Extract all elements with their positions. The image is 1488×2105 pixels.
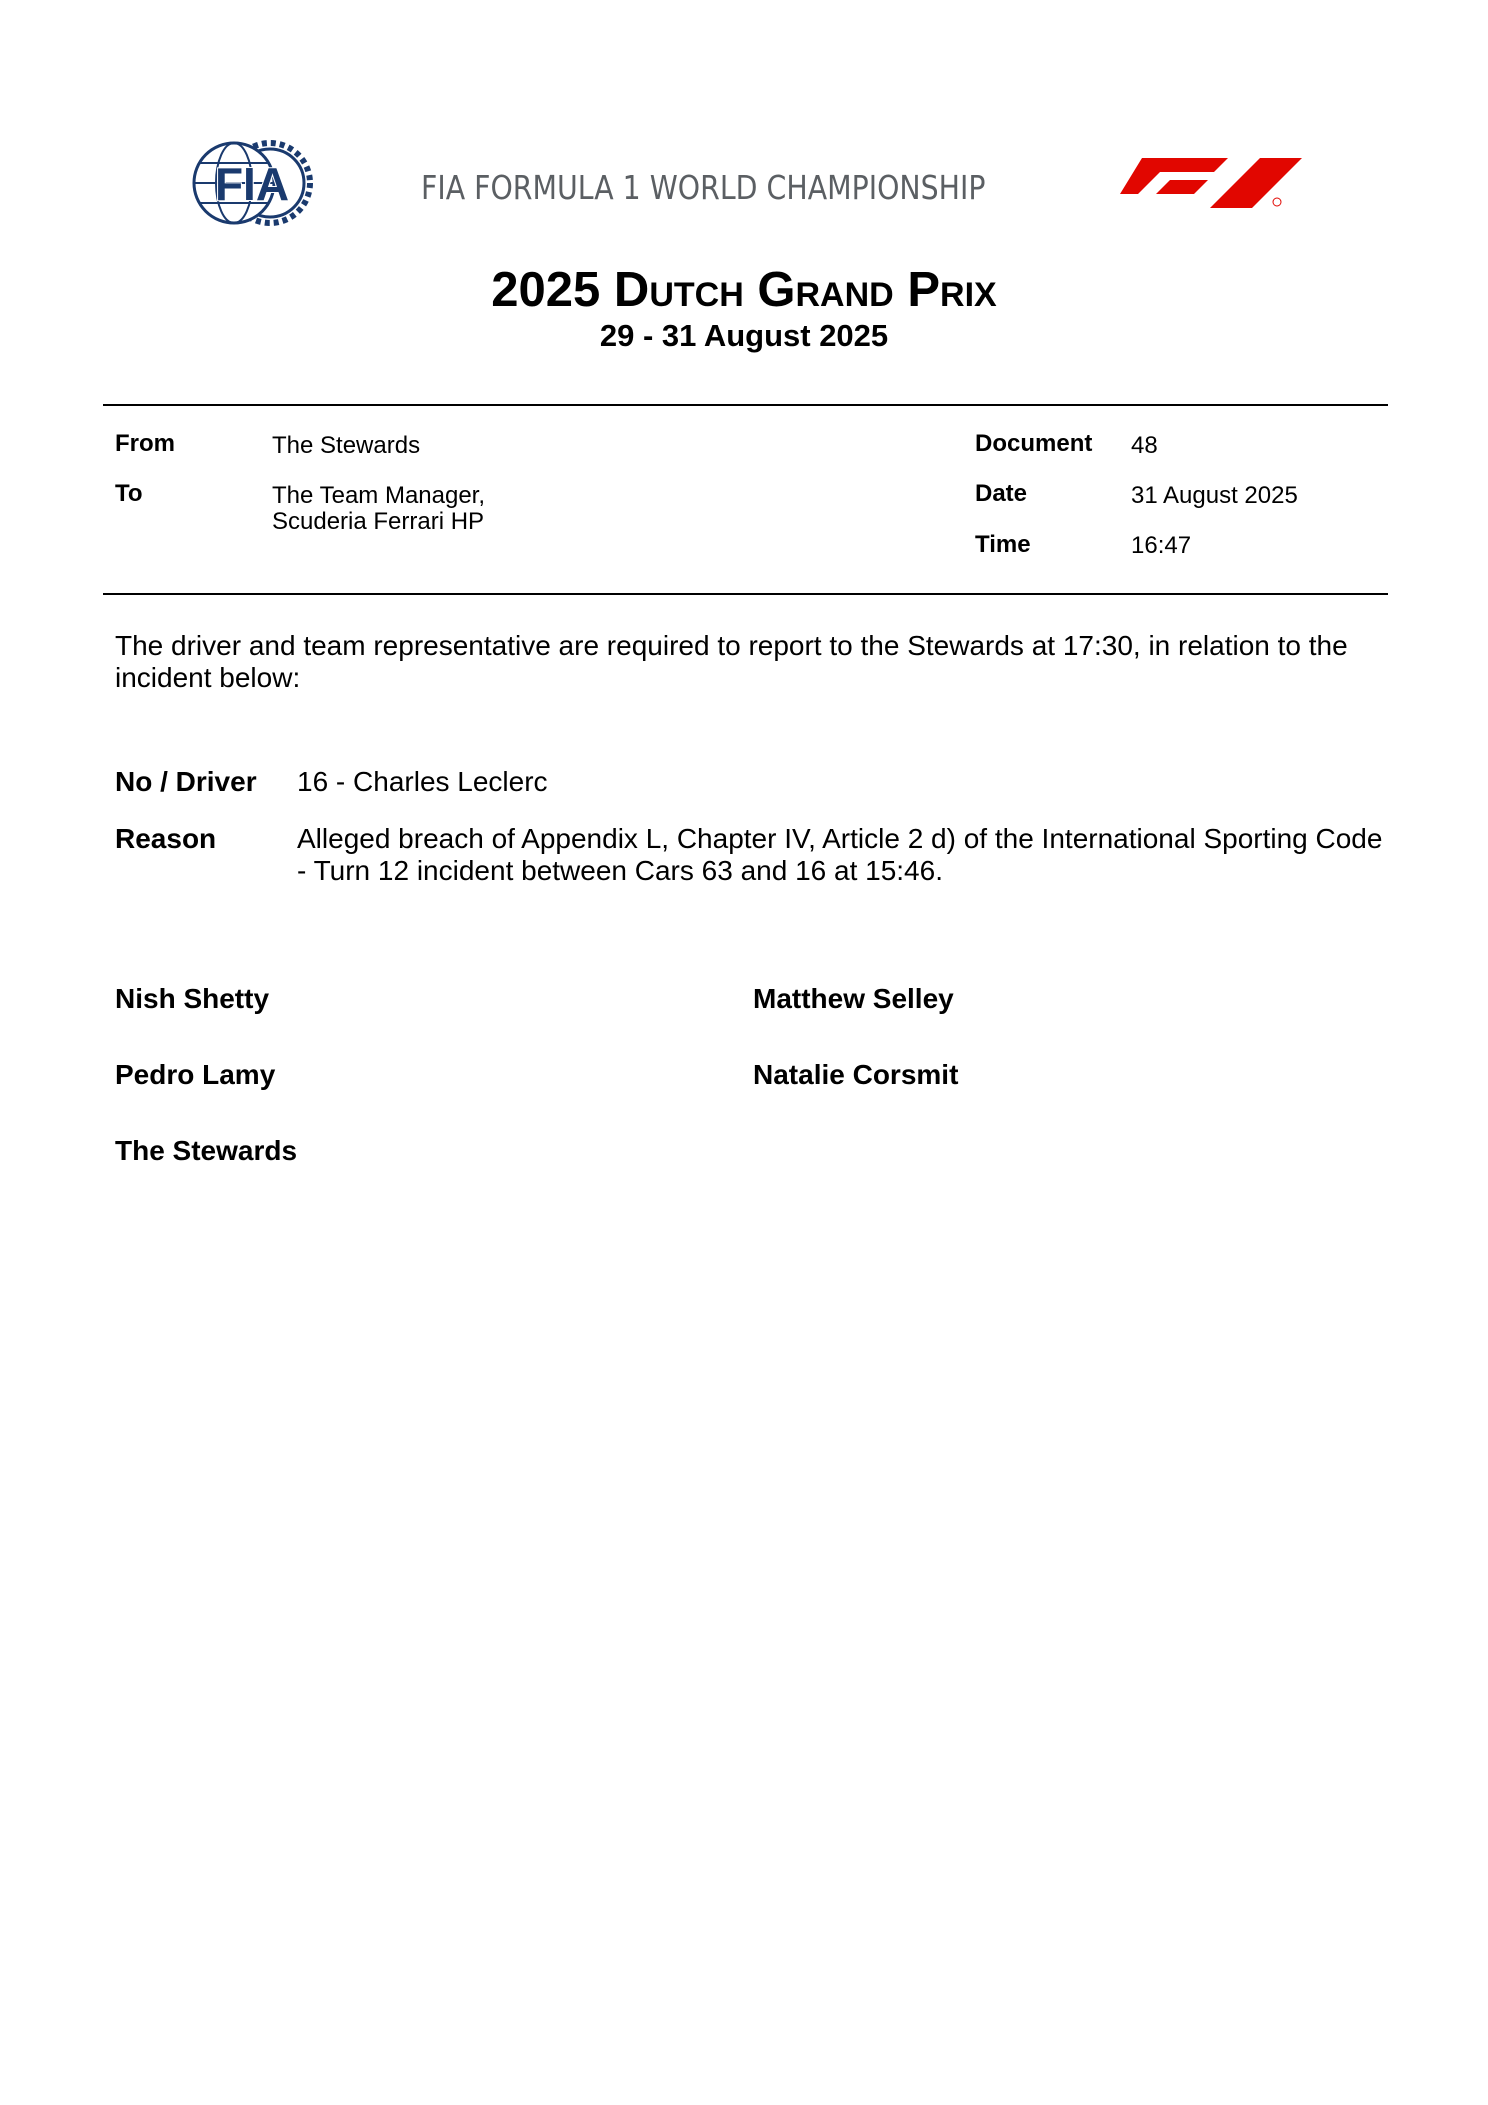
event-title-year: 2025 <box>491 263 601 317</box>
driver-value: 16 - Charles Leclerc <box>297 766 548 797</box>
document-label: Document <box>975 430 1093 457</box>
stewards-signoff: The Stewards <box>115 1135 298 1166</box>
to-value-line2: Scuderia Ferrari HP <box>272 508 485 535</box>
steward-name: Nish Shetty <box>115 983 270 1014</box>
championship-name: FIA FORMULA 1 WORLD CHAMPIONSHIP <box>421 168 986 207</box>
event-title-word-dutch-rest: utch <box>649 263 744 317</box>
header-divider-bottom <box>103 593 1388 595</box>
event-title-word-grand-rest: rand <box>795 263 894 317</box>
date-value: 31 August 2025 <box>1131 482 1298 509</box>
reason-value: Alleged breach of Appendix L, Chapter IV, Article 2 d) of the International Sporting Code - Turn 12 incident between Cars 63 and 16 at 15:46. <box>297 823 1383 886</box>
to-value <box>272 483 485 535</box>
event-title-word-grand-initial: G <box>757 263 796 317</box>
fia-logo-text: FIA <box>214 158 290 210</box>
document-value: 48 <box>1131 432 1158 459</box>
summons-intro: The driver and team representative are required to report to the Stewards at 17:30, in relation to the incident below: <box>115 630 1348 693</box>
date-label: Date <box>975 480 1028 507</box>
event-title-word-prix-initial: P <box>907 263 941 317</box>
event-dates: 29 - 31 August 2025 <box>599 318 889 353</box>
f1-logo <box>1120 158 1302 208</box>
time-value: 16:47 <box>1131 532 1192 559</box>
from-value: The Stewards <box>272 432 421 459</box>
to-label: To <box>115 480 143 507</box>
steward-name: Natalie Corsmit <box>753 1059 959 1090</box>
event-title-word-dutch-initial: D <box>613 263 650 317</box>
to-value-line1: The Team Manager, <box>272 482 486 509</box>
event-title <box>0 262 1488 318</box>
steward-name: Pedro Lamy <box>115 1059 276 1090</box>
from-label: From <box>115 430 175 457</box>
time-label: Time <box>975 531 1031 558</box>
driver-label: No / Driver <box>115 766 257 797</box>
reason-label: Reason <box>115 823 217 854</box>
header-divider-top <box>103 404 1388 406</box>
event-title-word-prix-rest: rix <box>940 263 997 317</box>
fia-logo <box>190 138 318 228</box>
steward-name: Matthew Selley <box>753 983 954 1014</box>
